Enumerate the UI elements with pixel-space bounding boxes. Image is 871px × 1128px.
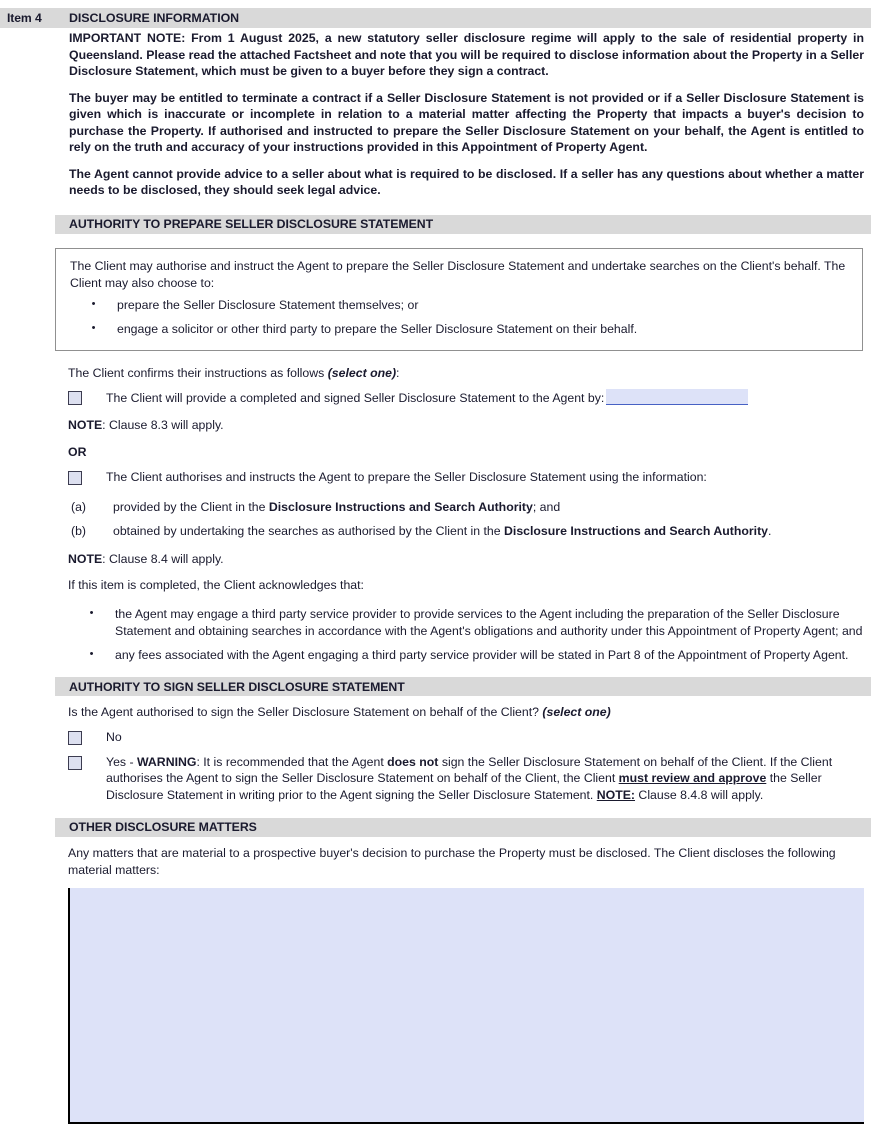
checkbox-agent-prepares-sds[interactable]: [68, 471, 82, 485]
option-yes-row[interactable]: [68, 754, 866, 804]
bullet-icon: •: [91, 298, 96, 311]
item-number: Item 4: [7, 10, 42, 25]
list-item: [68, 523, 866, 540]
item-header-bar: [0, 8, 871, 28]
intro-paragraph-2: The buyer may be entitled to terminate a contract if a Seller Disclosure Statement is not provided or if a Seller Disclosure Statement is given which is inaccurate or incomplete in relation to a material matter affecting the Property that impacts a buyer's decision to purchase the Property. If authorised and instructed to prepare the Seller Disclosure Statement on your behalf, the Agent is entitled to rely on the truth and accuracy of your instructions provided in this Appointment of Property Agent.: [69, 90, 864, 155]
authority-prepare-box-bullet-list: [70, 297, 848, 337]
acknowledgement-bullets: [68, 606, 866, 663]
intro-paragraph-1: IMPORTANT NOTE: From 1 August 2025, a new statutory seller disclosure regime will apply to the sale of residential property in Queensland. Please read the attached Factsheet and note that you will be required to disclose information about the Property in a Seller Disclosure Statement, which must be given to a buyer before they sign a contract.: [69, 31, 864, 79]
question-text: Is the Agent authorised to sign the Seller Disclosure Statement on behalf of the Client?: [68, 705, 543, 720]
confirm-lead-text: The Client confirms their instructions as follows: [68, 365, 328, 380]
list-item: [68, 647, 866, 664]
confirm-lead-colon: :: [396, 365, 400, 380]
option-yes-body-3: the Seller Disclosure Statement in writing prior to the Agent signing the Seller Disclosure Statement.: [106, 771, 822, 803]
option-yes-body-1: : It is recommended that the Agent: [196, 754, 388, 769]
option-yes-body-2: sign the Seller Disclosure Statement on behalf of the Client. If the Client authorises the Agent to sign the Seller Disclosure Statement on behalf of the Client, the Client: [106, 754, 833, 786]
document-content: [0, 30, 871, 1124]
bullet-icon: •: [89, 647, 94, 660]
acknowledgement-bullet-list: [68, 606, 866, 663]
bullet-text: prepare the Seller Disclosure Statement themselves; or: [117, 298, 419, 313]
sub-item-text-before: obtained by undertaking the searches as authorised by the Client in the: [113, 523, 505, 538]
list-item: [70, 321, 848, 338]
select-one-hint: (select one): [327, 365, 397, 380]
intro-paragraphs: [69, 30, 864, 199]
bullet-icon: •: [91, 321, 96, 334]
bullet-icon: •: [89, 607, 94, 620]
list-item: [68, 499, 866, 516]
section-header-authority-sign-label: AUTHORITY TO SIGN SELLER DISCLOSURE STATEMENT: [69, 679, 405, 694]
sub-item-text-after: .: [768, 523, 772, 538]
section-header-authority-sign: [55, 677, 871, 696]
note-text: : Clause 8.4 will apply.: [102, 551, 224, 566]
note-label: NOTE: [68, 418, 103, 433]
input-sds-provided-by-date[interactable]: [606, 389, 748, 405]
option-2-label: The Client authorises and instructs the Agent to prepare the Seller Disclosure Statement using the information:: [106, 469, 707, 484]
option-no-row[interactable]: [68, 729, 866, 746]
other-disclosure-intro-text: Any matters that are material to a prospective buyer's decision to purchase the Property must be disclosed. The Client discloses the following material matters:: [68, 845, 836, 877]
option-1-note: [68, 417, 866, 434]
option-2-sub-items: [68, 499, 866, 539]
section-header-authority-prepare: [55, 215, 871, 234]
bullet-text: engage a solicitor or other third party to prepare the Seller Disclosure Statement on their behalf.: [117, 321, 638, 336]
authority-prepare-info-box: [55, 248, 863, 351]
item-title: DISCLOSURE INFORMATION: [69, 10, 240, 25]
option-2-row[interactable]: [68, 469, 866, 486]
authority-sign-question: [68, 704, 866, 721]
list-item: [70, 297, 848, 314]
list-marker: (a): [71, 500, 87, 515]
note-label: NOTE:: [596, 788, 636, 803]
does-not-emphasis: does not: [387, 754, 439, 769]
option-yes-prefix: Yes -: [106, 754, 137, 769]
confirm-instructions-lead: [68, 365, 866, 382]
acknowledgement-lead-text: If this item is completed, the Client acknowledges that:: [68, 578, 364, 593]
sub-item-text-bold: Disclosure Instructions and Search Authority: [268, 500, 533, 515]
select-one-hint: (select one): [542, 705, 611, 720]
must-review-approve-emphasis: must review and approve: [618, 771, 767, 786]
intro-paragraph-3: The Agent cannot provide advice to a seller about what is required to be disclosed. If a seller has any questions about whether a matter needs to be disclosed, they should seek legal advice.: [69, 166, 864, 198]
section-header-authority-prepare-label: AUTHORITY TO PREPARE SELLER DISCLOSURE STATEMENT: [69, 217, 434, 232]
bullet-text: the Agent may engage a third party service provider to provide services to the Agent including the preparation of the Seller Disclosure Statement and obtaining searches in accordance with the Agent's obligations and authority under this Appointment of Property Agent; and: [115, 607, 863, 638]
checkbox-client-provides-sds[interactable]: [68, 391, 82, 405]
lettered-list: [68, 499, 866, 539]
acknowledgement-lead: [68, 577, 866, 594]
sub-item-text-after: ; and: [532, 500, 561, 515]
section-header-other-disclosure-label: OTHER DISCLOSURE MATTERS: [69, 820, 257, 835]
bullet-text: any fees associated with the Agent engaging a third party service provider will be stated in Part 8 of the Appointment of Property Agent.: [115, 647, 849, 662]
sub-item-text-bold: Disclosure Instructions and Search Authority: [504, 523, 769, 538]
checkbox-agent-sign-yes[interactable]: [68, 756, 82, 770]
or-separator: [68, 444, 866, 461]
option-2-note: [68, 551, 866, 568]
option-yes-body-4: Clause 8.4.8 will apply.: [635, 788, 764, 803]
section-header-other-disclosure: [55, 818, 871, 837]
note-text: : Clause 8.3 will apply.: [102, 418, 224, 433]
list-marker: (b): [71, 523, 87, 538]
option-no-label: No: [106, 730, 122, 744]
input-other-disclosure-matters[interactable]: [68, 888, 864, 1124]
or-label: OR: [68, 444, 87, 459]
note-label: NOTE: [68, 551, 103, 566]
option-1-label: The Client will provide a completed and signed Seller Disclosure Statement to the Agent by:: [106, 391, 605, 406]
other-disclosure-intro: [68, 845, 866, 878]
sub-item-text-before: provided by the Client in the: [113, 500, 269, 515]
list-item: [68, 606, 866, 639]
authority-prepare-box-intro: The Client may authorise and instruct the Agent to prepare the Seller Disclosure Statement and undertake searches on the Client's behalf. The Client may also choose to:: [70, 258, 846, 290]
warning-label: WARNING: [137, 754, 197, 769]
checkbox-agent-sign-no[interactable]: [68, 731, 82, 745]
option-1-row[interactable]: [68, 389, 866, 407]
